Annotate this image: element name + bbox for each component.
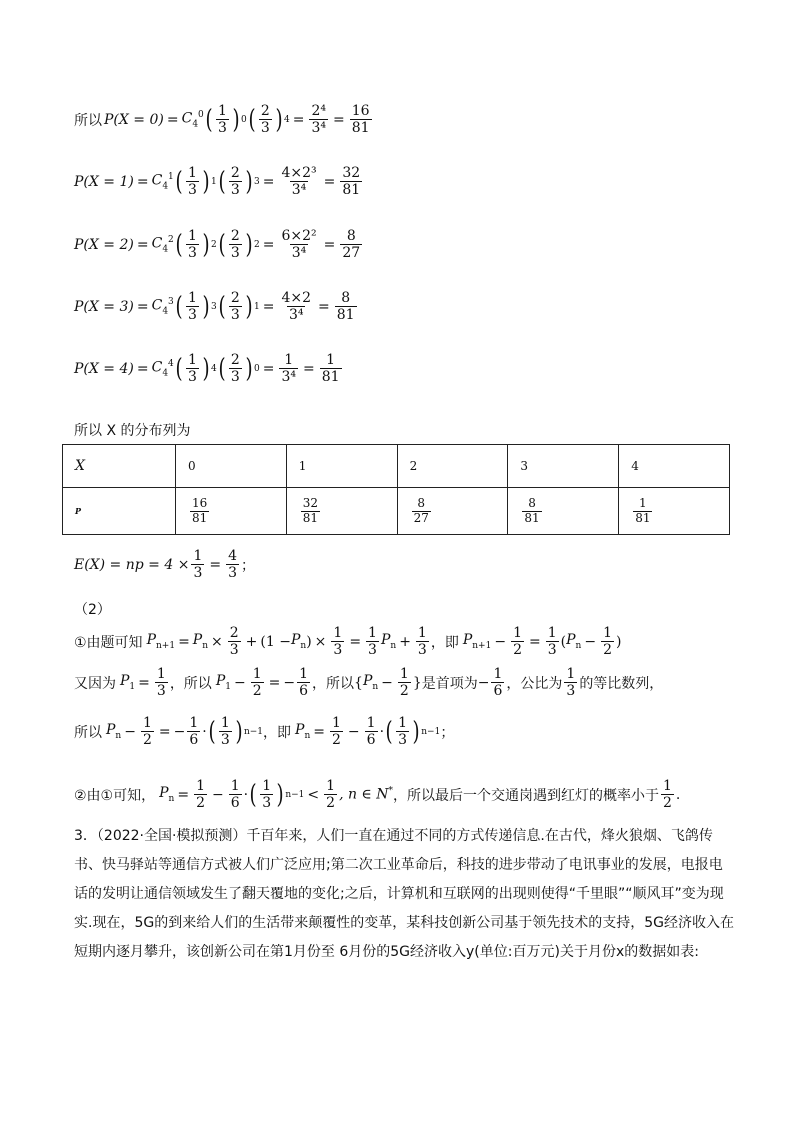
table-cell: $\frac{1}{81}$ bbox=[619, 488, 730, 535]
table-cell: $\frac{32}{81}$ bbox=[286, 488, 397, 535]
step4-line: ②由①可知， $P_n$ = $\frac{1}{2}$ − $\frac{1}{6}$ · ( $\frac{1}{3}$ ) n−1 < $\frac{1}{2}$ , n ∈ N* ，所以最后一个交通岗遇到红灯的概率小于 $\frac{1}{2}$ . bbox=[74, 778, 681, 812]
p3-label: P(X = 3) bbox=[74, 298, 134, 315]
table-cell: $\frac{16}{81}$ bbox=[176, 488, 287, 535]
p4-label: P(X = 4) bbox=[74, 360, 134, 377]
distribution-intro: 所以 X 的分布列为 bbox=[74, 423, 191, 439]
table-header-x: X bbox=[63, 445, 176, 488]
expectation-line: E(X) = np = 4 × $\frac{1}{3}$ = $\frac{4}{3}$ ； bbox=[74, 548, 256, 582]
table-cell: 1 bbox=[286, 445, 397, 488]
distribution-table bbox=[62, 444, 730, 535]
p0-result: $\frac{16}{81}$ bbox=[351, 103, 370, 137]
table-cell: $\frac{8}{27}$ bbox=[397, 488, 508, 535]
table-cell: 4 bbox=[619, 445, 730, 488]
p2-label: P(X = 2) bbox=[74, 236, 134, 253]
p1-label: P(X = 1) bbox=[74, 173, 134, 190]
step1-line: ①由题可知 $P_{n+1}$ = $P_n$ × $\frac{2}{3}$ + (1 − $P_n$ ) × $\frac{1}{3}$ = $\frac{1}{3}$ $P_n$ + $\frac{1}{3}$ ，即 $P_{n+1}$ − $\frac{1}{2}$ = $\frac{1}{3}$ ( $P_n$ − $\frac{1}{2}$ ) bbox=[74, 625, 622, 659]
p1-result: $\frac{32}{81}$ bbox=[342, 165, 361, 199]
p4-result: $\frac{1}{81}$ bbox=[321, 352, 340, 386]
table-header-p: P bbox=[63, 488, 176, 535]
table-row bbox=[63, 445, 730, 488]
step2-line: 又因为 $P_1$ = $\frac{1}{3}$ ，所以 $P_1$ − $\frac{1}{2}$ = − $\frac{1}{6}$ ，所以 { $P_n$ − $\frac{1}{2}$ } 是首项为 − $\frac{1}{6}$ ，公比为 $\frac{1}{3}$ 的等比数列， bbox=[74, 666, 664, 700]
equation-p1: P(X = 1) = $C_4^1$ ( $\frac{1}{3}$ ) 1 ( $\frac{2}{3}$ ) 3 = $\frac{\text{4×2³}}{\text{3⁴}}$ = $\frac{32}{81}$ bbox=[74, 165, 361, 199]
table-cell: 3 bbox=[508, 445, 619, 488]
p2-result: $\frac{8}{27}$ bbox=[342, 228, 361, 262]
table-cell: 0 bbox=[176, 445, 287, 488]
part2-label: （2） bbox=[74, 602, 111, 618]
problem3-text: 3．（2022·全国·模拟预测）千百年来，人们一直在通过不同的方式传递信息.在古代，烽火狼烟、飞鸽传书、快马驿站等通信方式被人们广泛应用;第二次工业革命后，科技的进步带动了电讯事业的发展，电报电话的发明让通信领域发生了翻天覆地的变化;之后，计算机和互联网的出现则使得“千里眼”“顺风耳”变为现实.现在，5G的到来给人们的生活带来颠覆性的变革，某科技创新公司基于领先技术的支持，5G经济收入在短期内逐月攀升，该创新公司在第1月份至 6月份的5G经济收入y(单位:百万元)关于月份x的数据如表: bbox=[74, 828, 734, 960]
table-cell: $\frac{8}{81}$ bbox=[508, 488, 619, 535]
equation-p4: P(X = 4) = $C_4^4$ ( $\frac{1}{3}$ ) 4 ( $\frac{2}{3}$ ) 0 = $\frac{1}{\text{3⁴}}$ = $\frac{1}{81}$ bbox=[74, 352, 340, 386]
equation-p3: P(X = 3) = $C_4^3$ ( $\frac{1}{3}$ ) 3 ( $\frac{2}{3}$ ) 1 = $\frac{4\times 2}{\text{3⁴}}$ = $\frac{8}{81}$ bbox=[74, 290, 355, 324]
p3-result: $\frac{8}{81}$ bbox=[336, 290, 355, 324]
table-cell: 2 bbox=[397, 445, 508, 488]
so-prefix: 所以 bbox=[74, 112, 102, 129]
table-row bbox=[63, 488, 730, 535]
step3-line: 所以 $P_n$ − $\frac{1}{2}$ = − $\frac{1}{6}$ · ( $\frac{1}{3}$ ) n−1 ，即 $P_n$ = $\frac{1}{2}$ − $\frac{1}{6}$ · ( $\frac{1}{3}$ ) n−1 ； bbox=[74, 715, 455, 749]
p0-label: P(X = 0) bbox=[104, 111, 164, 128]
equation-p0: 所以 P(X = 0) = $C_4^0$ ( $\frac{1}{3}$ ) 0 ( $\frac{2}{3}$ ) 4 = $\frac{\text{2⁴}}{\text{3⁴}}$ = $\frac{16}{81}$ bbox=[74, 103, 370, 137]
equation-p2: P(X = 2) = $C_4^2$ ( $\frac{1}{3}$ ) 2 ( $\frac{2}{3}$ ) 2 = $\frac{\text{6×2²}}{\text{3⁴}}$ = $\frac{8}{27}$ bbox=[74, 228, 361, 262]
